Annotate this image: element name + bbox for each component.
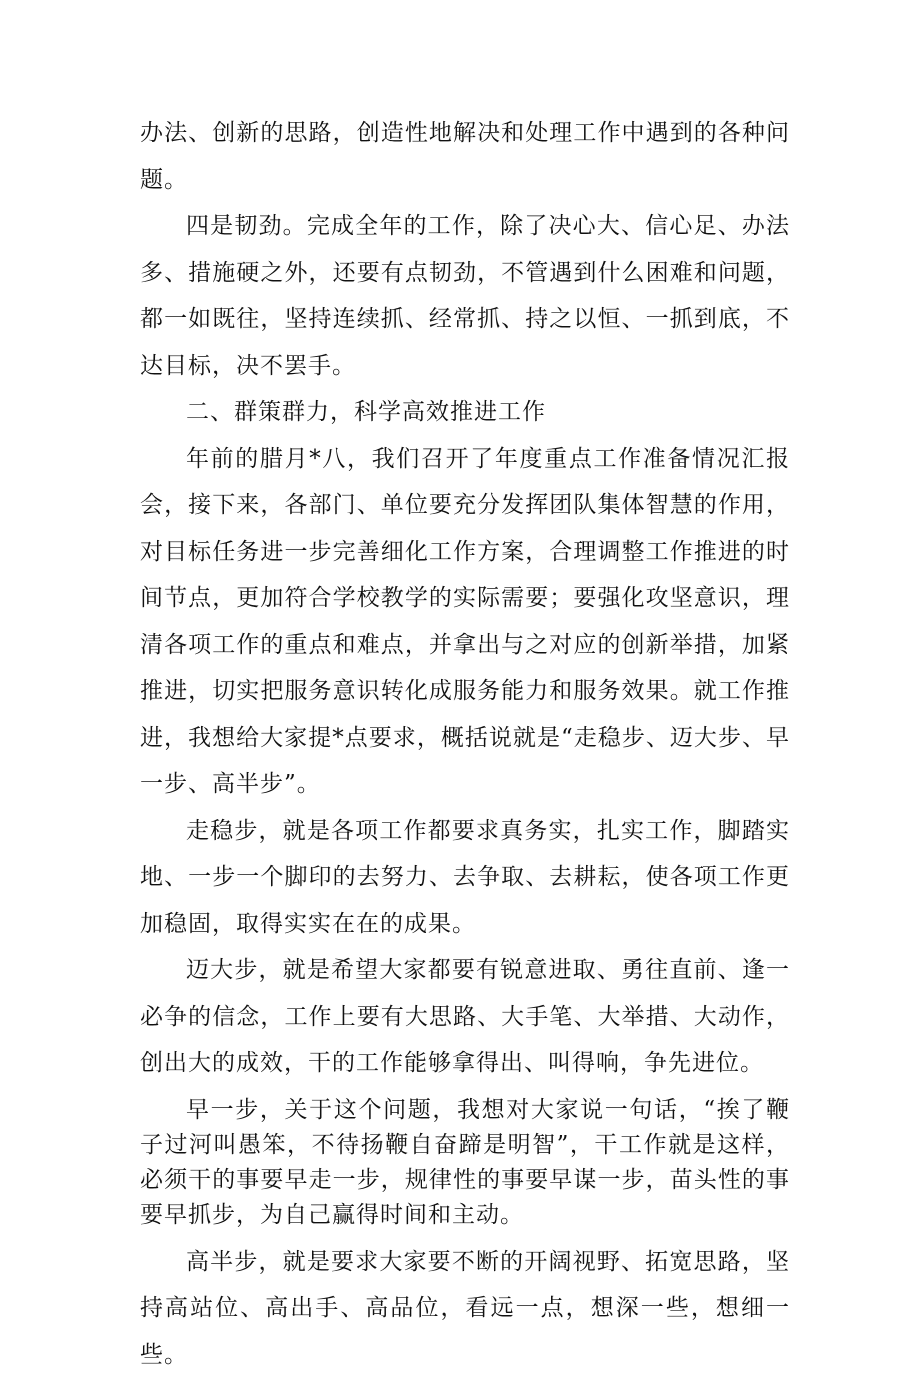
paragraph-big-step: 迈大步，就是希望大家都要有锐意进取、勇往直前、逢一必争的信念，工作上要有大思路、大手笔、大举措、大动作，创出大的成效，干的工作能够拿得出、叫得响，争先进位。 — [140, 947, 790, 1087]
paragraph-early-step: 早一步，关于这个问题，我想对大家说一句话，“挨了鞭子过河叫愚笨，不待扬鞭自奋蹄是明智”，干工作就是这样，必须干的事要早走一步，规律性的事要早谋一步，苗头性的事要早抓步，为自己赢得时间和主动。 — [140, 1093, 790, 1233]
paragraph-toughness: 四是韧劲。完成全年的工作，除了决心大、信心足、办法多、措施硬之外，还要有点韧劲，不管遇到什么困难和问题，都一如既往，坚持连续抓、经常抓、持之以恒、一抓到底，不达目标，决不罢手。 — [140, 203, 790, 389]
paragraph-higher-step: 高半步，就是要求大家要不断的开阔视野、拓宽思路，坚持高站位、高出手、高品位，看远一点，想深一些，想细一些。 — [140, 1239, 790, 1378]
paragraph-meeting: 年前的腊月*八，我们召开了年度重点工作准备情况汇报会，接下来，各部门、单位要充分发挥团队集体智慧的作用，对目标任务进一步完善细化工作方案，合理调整工作推进的时间节点，更加符合学校教学的实际需要；要强化攻坚意识，理清各项工作的重点和难点，并拿出与之对应的创新举措，加紧推进，切实把服务意识转化成服务能力和服务效果。就工作推进，我想给大家提*点要求，概括说就是“走稳步、迈大步、早一步、高半步”。 — [140, 436, 790, 808]
paragraph-steady-step: 走稳步，就是各项工作都要求真务实，扎实工作，脚踏实地、一步一个脚印的去努力、去争取、去耕耘，使各项工作更加稳固，取得实实在在的成果。 — [140, 808, 790, 948]
document-page — [140, 110, 790, 1378]
paragraph-continuation: 办法、创新的思路，创造性地解决和处理工作中遇到的各种问题。 — [140, 110, 790, 203]
section-heading-two: 二、群策群力，科学高效推进工作 — [140, 389, 790, 436]
